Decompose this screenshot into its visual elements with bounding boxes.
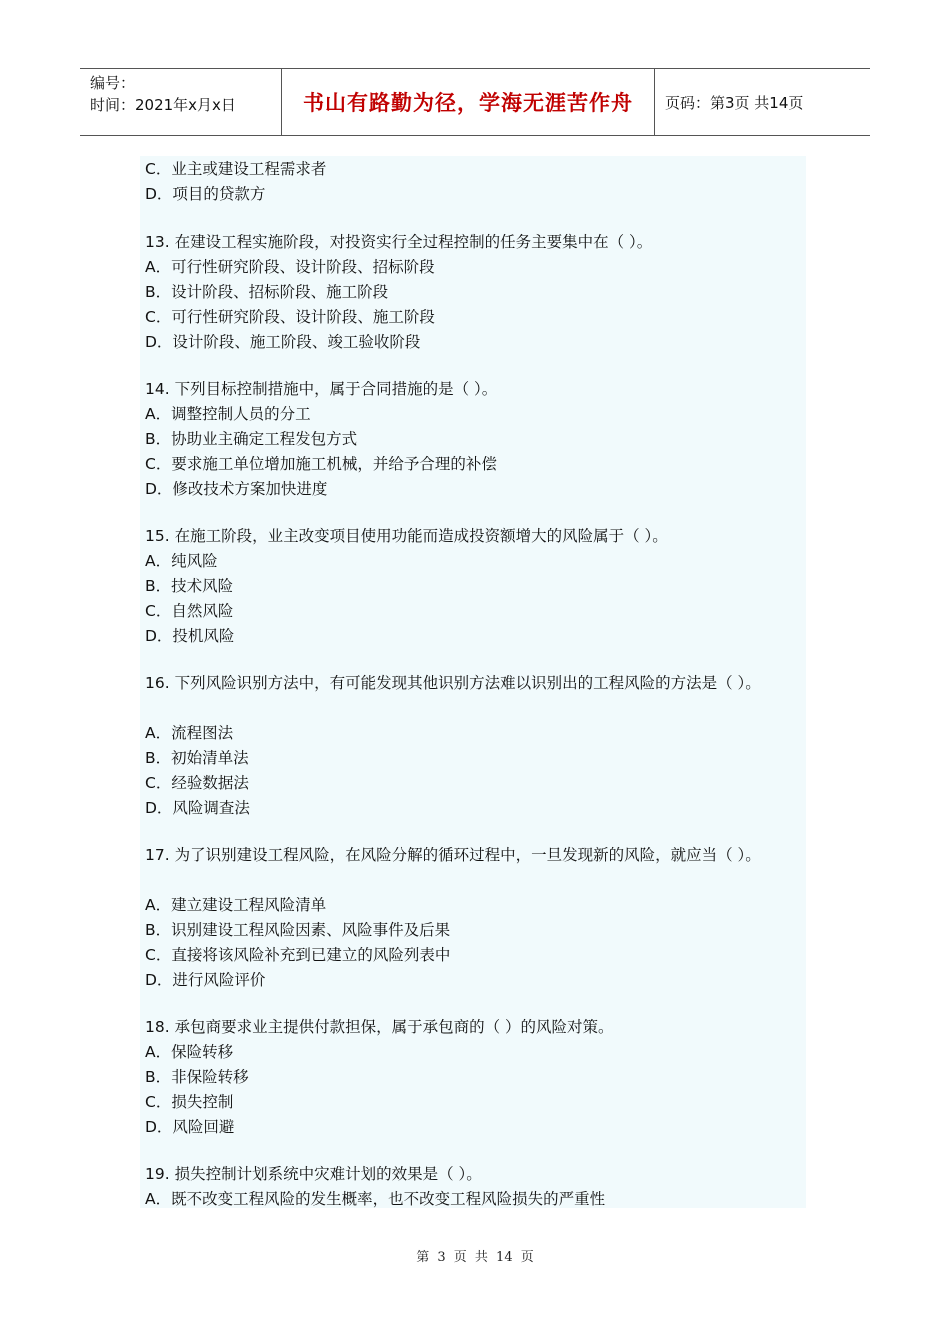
page-info: 页码：第3页 共14页 xyxy=(665,93,804,112)
answer-option: C．可行性研究阶段、设计阶段、施工阶段 xyxy=(145,308,435,326)
question-content xyxy=(140,156,806,1208)
answer-option: C．要求施工单位增加施工机械，并给予合理的补偿 xyxy=(145,455,497,473)
question-stem: 15. 在施工阶段，业主改变项目使用功能而造成投资额增大的风险属于（ ）。 xyxy=(145,527,668,545)
answer-option: D．风险调查法 xyxy=(145,799,250,817)
answer-option: B．技术风险 xyxy=(145,577,234,595)
answer-option: A．纯风险 xyxy=(145,552,218,570)
answer-option: B．非保险转移 xyxy=(145,1068,249,1086)
answer-option: B．协助业主确定工程发包方式 xyxy=(145,430,358,448)
answer-option: D．进行风险评价 xyxy=(145,971,266,989)
time-label: 时间：2021年x月x日 xyxy=(90,96,236,114)
answer-option: C．业主或建设工程需求者 xyxy=(145,160,327,178)
header-motto-cell xyxy=(282,69,655,135)
question-stem: 14. 下列目标控制措施中，属于合同措施的是（ ）。 xyxy=(145,380,498,398)
answer-option: D．设计阶段、施工阶段、竣工验收阶段 xyxy=(145,333,421,351)
answer-option: D．项目的贷款方 xyxy=(145,185,266,203)
answer-option: D．修改技术方案加快进度 xyxy=(145,480,328,498)
answer-option: A．建立建设工程风险清单 xyxy=(145,896,327,914)
answer-option: A．调整控制人员的分工 xyxy=(145,405,311,423)
answer-option: C．损失控制 xyxy=(145,1093,234,1111)
answer-option: C．直接将该风险补充到已建立的风险列表中 xyxy=(145,946,451,964)
motto: 书山有路勤为径，学海无涯苦作舟 xyxy=(303,91,633,115)
answer-option: D．风险回避 xyxy=(145,1118,235,1136)
question-stem: 16. 下列风险识别方法中，有可能发现其他识别方法难以识别出的工程风险的方法是（ ）。 xyxy=(145,674,761,692)
answer-option: A．流程图法 xyxy=(145,724,234,742)
answer-option: A．保险转移 xyxy=(145,1043,234,1061)
answer-option: A．可行性研究阶段、设计阶段、招标阶段 xyxy=(145,258,435,276)
question-stem: 19. 损失控制计划系统中灾难计划的效果是（ ）。 xyxy=(145,1165,482,1183)
page-header xyxy=(80,68,870,136)
question-stem: 17. 为了识别建设工程风险，在风险分解的循环过程中，一旦发现新的风险，就应当（ ）。 xyxy=(145,846,761,864)
answer-option: C．自然风险 xyxy=(145,602,234,620)
question-stem: 13. 在建设工程实施阶段，对投资实行全过程控制的任务主要集中在（ ）。 xyxy=(145,233,653,251)
header-meta xyxy=(80,69,282,135)
answer-option: B．识别建设工程风险因素、风险事件及后果 xyxy=(145,921,451,939)
answer-option: B．初始清单法 xyxy=(145,749,249,767)
answer-option: C．经验数据法 xyxy=(145,774,249,792)
answer-option: D．投机风险 xyxy=(145,627,235,645)
question-stem: 18. 承包商要求业主提供付款担保，属于承包商的（ ）的风险对策。 xyxy=(145,1018,614,1036)
number-label: 编号： xyxy=(90,74,136,92)
answer-option: A．既不改变工程风险的发生概率，也不改变工程风险损失的严重性 xyxy=(145,1190,606,1208)
answer-option: B．设计阶段、招标阶段、施工阶段 xyxy=(145,283,389,301)
header-page-info-cell xyxy=(655,69,870,135)
page-footer: 第 3 页 共 14 页 xyxy=(416,1250,534,1265)
